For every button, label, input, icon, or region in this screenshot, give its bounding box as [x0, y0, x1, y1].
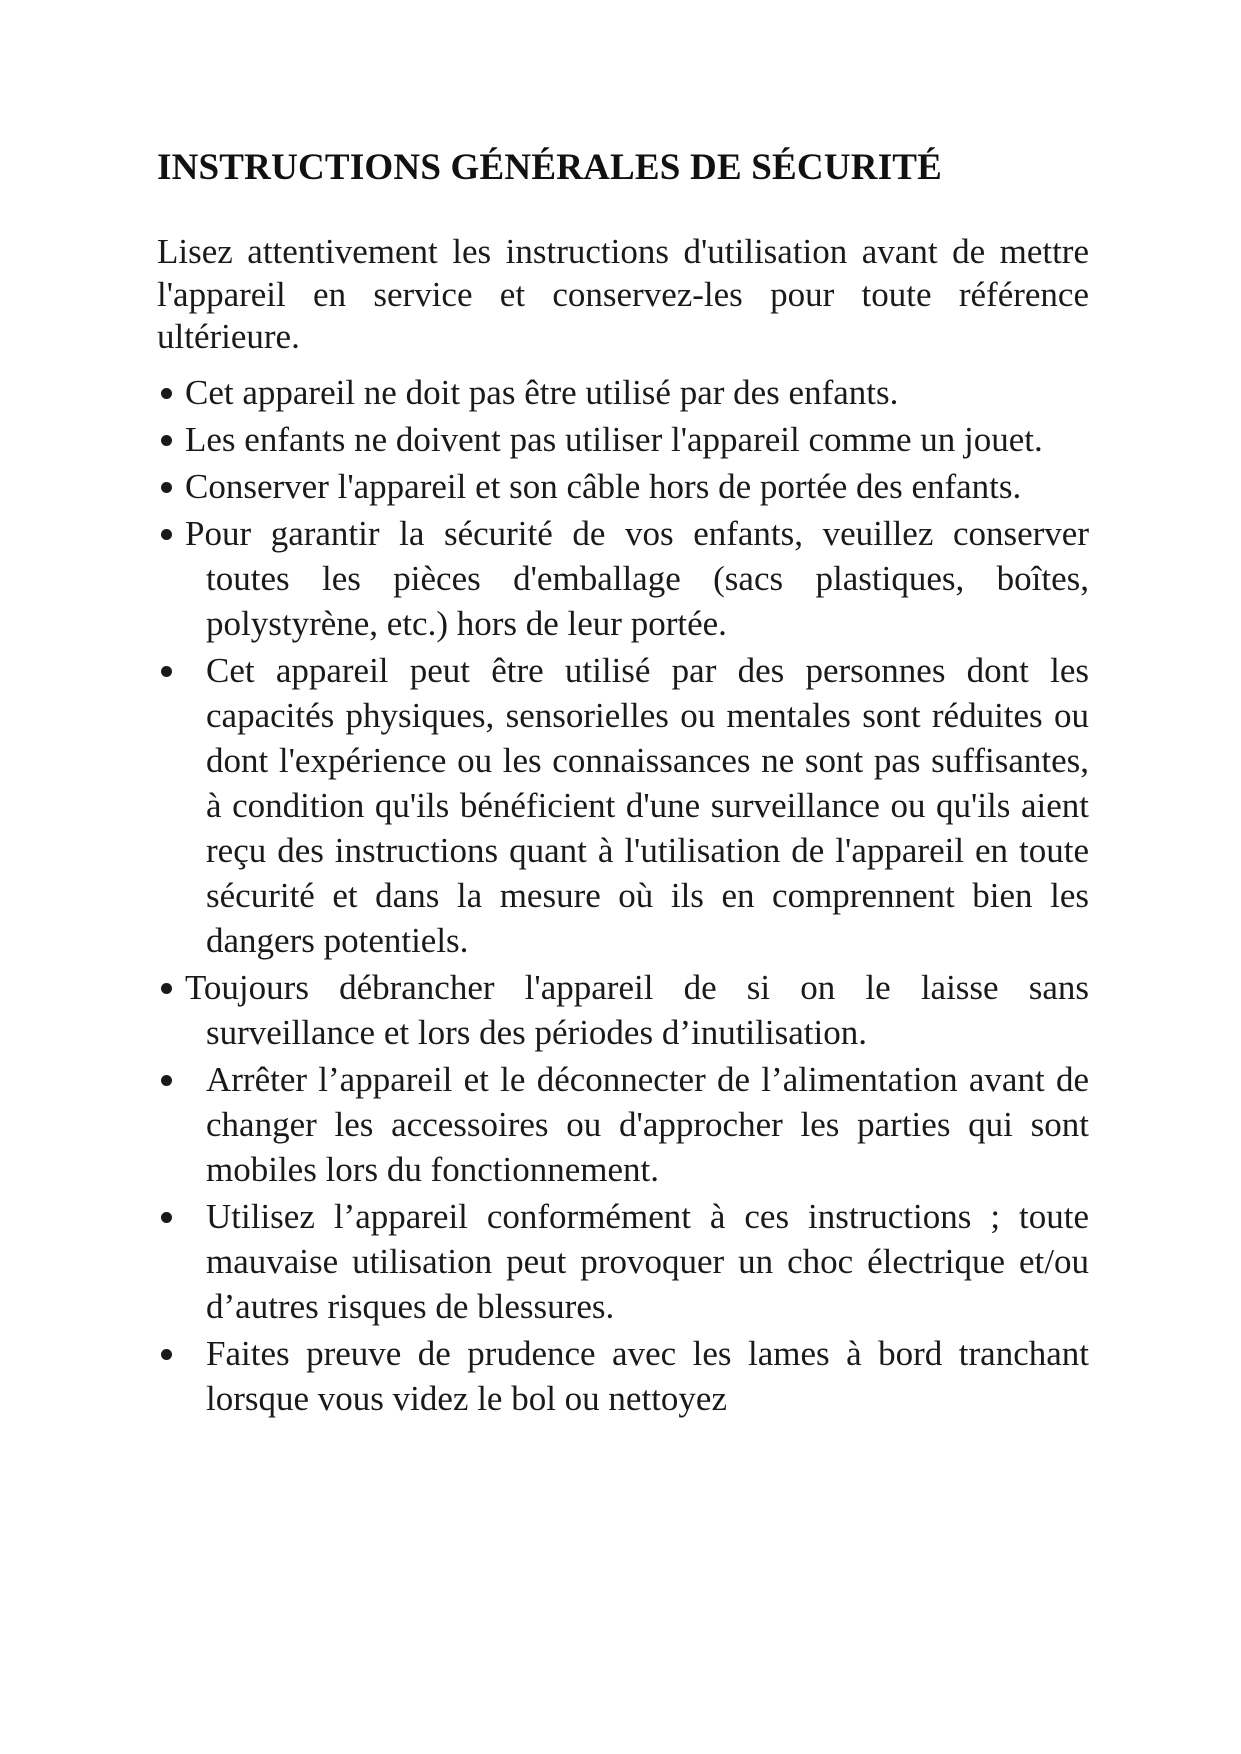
list-item [157, 648, 1089, 963]
list-item [157, 1057, 1089, 1192]
list-item-text: Pour garantir la sécurité de vos enfants, veuillez conserver toutes les pièces d'emballage (sacs plastiques, boîtes, polystyrène, etc.) hors de leur portée. [185, 514, 1089, 643]
bullet-icon [161, 1212, 172, 1223]
bullet-icon [161, 529, 172, 540]
bullet-icon [161, 666, 172, 677]
bullet-icon [161, 435, 172, 446]
list-item [157, 417, 1089, 462]
list-item-text: Arrêter l’appareil et le déconnecter de l’alimentation avant de changer les accessoires ou d'approcher les parties qui sont mobiles lors du fonctionnement. [206, 1060, 1089, 1189]
list-item [157, 1194, 1089, 1329]
list-item [157, 464, 1089, 509]
safety-instructions-list [157, 370, 1089, 1421]
list-item-text: Les enfants ne doivent pas utiliser l'appareil comme un jouet. [185, 420, 1043, 459]
list-item-text: Conserver l'appareil et son câble hors de portée des enfants. [185, 467, 1022, 506]
list-item-text: Utilisez l’appareil conformément à ces instructions ; toute mauvaise utilisation peut provoquer un choc électrique et/ou d’autres risques de blessures. [206, 1197, 1089, 1326]
list-item [157, 511, 1089, 646]
page-title: INSTRUCTIONS GÉNÉRALES DE SÉCURITÉ [157, 147, 943, 188]
list-item [157, 1331, 1089, 1421]
list-item-text: Cet appareil peut être utilisé par des personnes dont les capacités physiques, sensorielles ou mentales sont réduites ou dont l'expérience ou les connaissances ne sont pas suffisantes, à condition qu'ils bénéficient d'une surveillance ou qu'ils aient reçu des instructions quant à l'utilisation de l'appareil en toute sécurité et dans la mesure où ils en comprennent bien les dangers potentiels. [206, 651, 1089, 960]
intro-paragraph: Lisez attentivement les instructions d'utilisation avant de mettre l'appareil en service et conservez-les pour toute référence ultérieure. [157, 232, 1089, 356]
bullet-icon [161, 388, 172, 399]
list-item [157, 370, 1089, 415]
bullet-icon [161, 482, 172, 493]
bullet-icon [161, 983, 172, 994]
list-item-text: Faites preuve de prudence avec les lames à bord tranchant lorsque vous videz le bol ou nettoyez [206, 1334, 1089, 1418]
list-item-text: Toujours débrancher l'appareil de si on le laisse sans surveillance et lors des périodes d’inutilisation. [185, 968, 1089, 1052]
bullet-icon [161, 1349, 172, 1360]
list-item [157, 965, 1089, 1055]
bullet-icon [161, 1075, 172, 1086]
list-item-text: Cet appareil ne doit pas être utilisé par des enfants. [185, 373, 899, 412]
